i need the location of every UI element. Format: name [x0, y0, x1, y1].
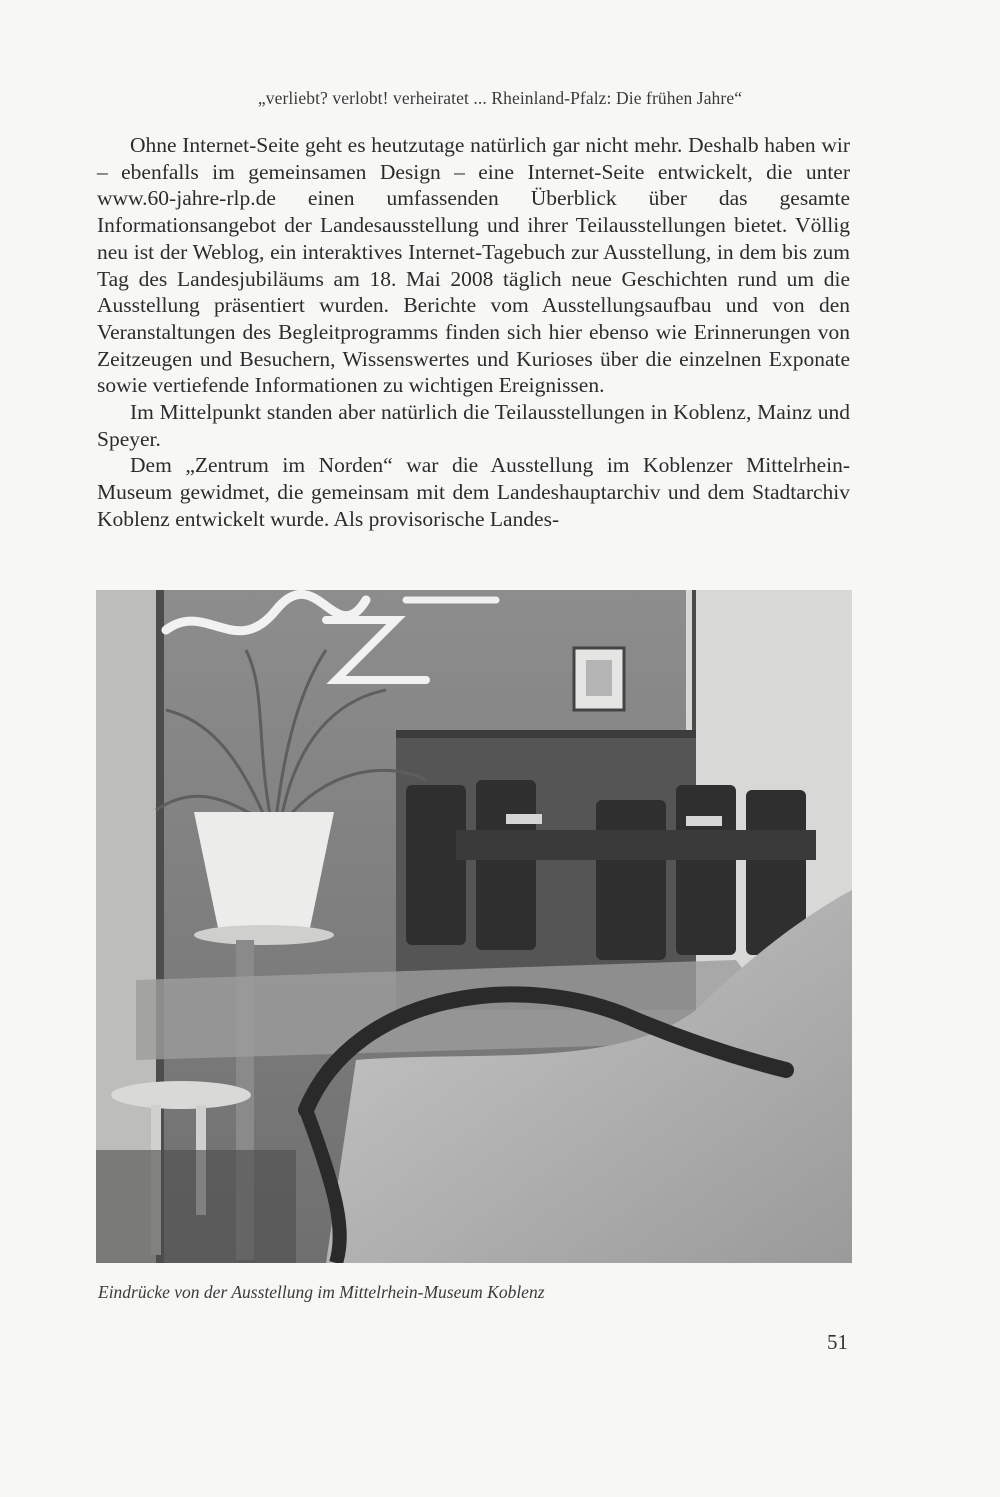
paragraph-internet: Ohne Internet-Seite geht es heutzutage natürlich gar nicht mehr. Deshalb haben wir – ebenfalls im gemeinsamen Design – eine Internet-Seite entwickelt, die unter www.60-jahre-rlp.de einen umfassenden Überblick über das gesamte Informationsangebot der Landesausstellung und ihrer Teilausstellungen bietet. Völlig neu ist der Weblog, ein interaktives Internet-Tagebuch zur Ausstellung, in dem bis zum Tag des Landesjubiläums am 18. Mai 2008 täglich neue Geschichten rund um die Ausstellung präsentiert wurden. Berichte vom Ausstellungsaufbau und von den Veranstaltungen des Begleitprogramms finden sich hier ebenso wie Erinnerungen von Zeitzeugen und Besuchern, Wissenswertes und Kurioses über die einzelnen Exponate sowie vertiefende Informationen zu wichtigen Ereignissen.	[97, 133, 850, 398]
exhibition-photo	[96, 590, 852, 1263]
running-head: „verliebt? verlobt! verheiratet ... Rheinland-Pfalz: Die frühen Jahre“	[257, 88, 743, 108]
exhibition-photo-illustration	[96, 590, 852, 1263]
figure-caption: Eindrücke von der Ausstellung im Mittelrhein-Museum Koblenz	[98, 1282, 545, 1302]
paragraph-koblenz: Dem „Zentrum im Norden“ war die Ausstellung im Koblenzer Mittelrhein-Museum gewidmet, die gemeinsam mit dem Landeshauptarchiv und dem Stadtarchiv Koblenz entwickelt wurde. Als provisorische Landes-	[97, 453, 850, 531]
body-text	[97, 132, 850, 533]
page-number: 51	[827, 1330, 848, 1354]
paragraph-teilausstellungen: Im Mittelpunkt standen aber natürlich die Teilausstellungen in Koblenz, Mainz und Speyer.	[97, 400, 850, 451]
